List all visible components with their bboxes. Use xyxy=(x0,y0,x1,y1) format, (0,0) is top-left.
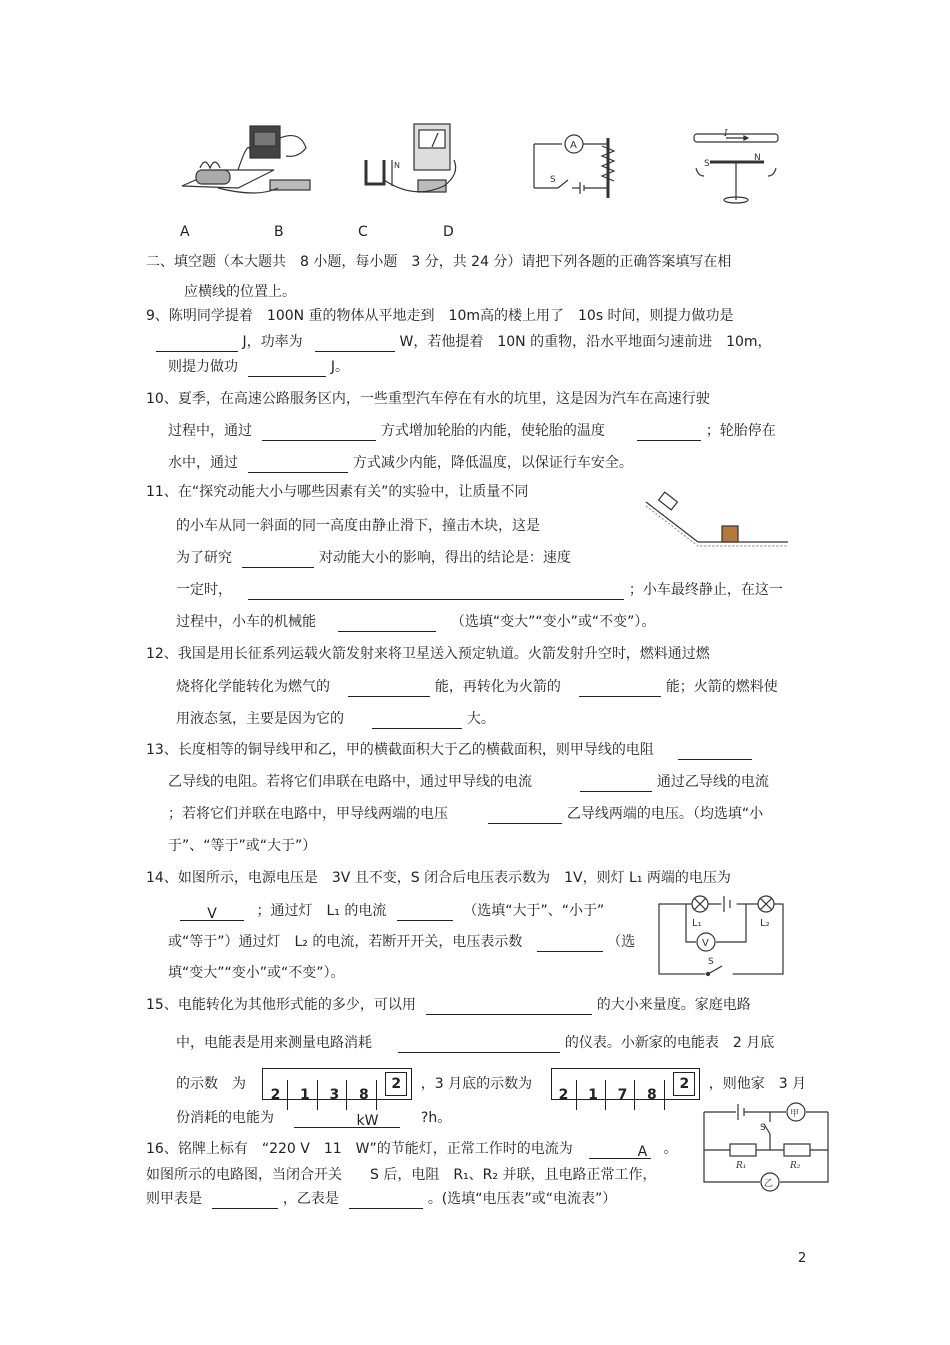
q14-fig-l1: L₁ xyxy=(692,918,702,929)
q16-fig-r2: R₂ xyxy=(790,1161,801,1171)
q9-line1: 9、陈明同学提着 100N 重的物体从平地走到 10m高的楼上用了 10s 时间，则提力做功是 xyxy=(146,308,734,324)
q16-line2: 如图所示的电路图，当闭合开关 S 后，电阻 R₁、R₂ 并联，且电路正常工作， xyxy=(146,1167,657,1183)
q11-line4: 一定时， ；小车最终静止，在这一 xyxy=(176,582,783,598)
figure-label-b: B xyxy=(274,224,284,240)
q14-blank-current[interactable] xyxy=(397,904,453,921)
q11-incline-figure xyxy=(644,488,790,550)
q14-fig-s: S xyxy=(708,957,714,967)
q13-blank-current[interactable] xyxy=(580,775,652,792)
q15-line1: 15、电能转化为其他形式能的多少，可以用 的大小来量度。家庭电路 xyxy=(146,997,751,1013)
q11-line2: 的小车从同一斜面的同一高度由静止滑下，撞击木块，这是 xyxy=(176,518,540,534)
q9-blank-power[interactable] xyxy=(315,335,395,352)
q11-blank-energy[interactable] xyxy=(338,615,436,632)
svg-text:N: N xyxy=(754,153,761,163)
q11-line1: 11、在“探究动能大小与哪些因素有关”的实验中，让质量不同 xyxy=(146,484,529,500)
svg-text:I: I xyxy=(724,129,728,139)
q15-line4: 份消耗的电能为 kW ?h。 xyxy=(176,1110,452,1129)
svg-text:S: S xyxy=(704,159,710,169)
q9-line3: 则提力做功 J。 xyxy=(168,359,350,375)
meter-digit: 3 xyxy=(322,1080,347,1110)
q9-blank-work[interactable] xyxy=(156,335,238,352)
q16-fig-r1: R₁ xyxy=(736,1161,747,1171)
svg-text:N: N xyxy=(394,161,400,170)
q10-blank-method2[interactable] xyxy=(248,456,348,473)
figure-d-compass xyxy=(686,128,786,208)
q16-line3: 则甲表是 ，乙表是 。(选填“电压表”或“电流表”） xyxy=(146,1191,617,1207)
q15-line2: 中，电能表是用来测量电路消耗 的仪表。小新家的电能表 2 月底 xyxy=(176,1035,775,1051)
q16-line1: 16、铭牌上标有 “220 V 11 W”的节能灯，正常工作时的电流为 A 。 xyxy=(146,1141,678,1160)
meter-digit: 1 xyxy=(293,1080,318,1110)
meter-digit: 7 xyxy=(610,1080,635,1110)
meter-digit: 2 xyxy=(552,1080,577,1110)
page-number: 2 xyxy=(798,1251,807,1266)
q14-line4: 填“变大”“变小”或“不变”）。 xyxy=(168,965,345,981)
q12-blank-energy1[interactable] xyxy=(348,680,430,697)
q12-line3: 用液态氢，主要是因为它的 大。 xyxy=(176,711,495,727)
q14-line2: V ；通过灯 L₁ 的电流 （选填“大于”、“小于” xyxy=(180,901,604,921)
q14-fig-l2: L₂ xyxy=(760,918,770,929)
q9-blank-work2[interactable] xyxy=(248,360,326,377)
q10-blank-method1[interactable] xyxy=(262,424,376,441)
q13-line4: 于”、“等于”或“大于”） xyxy=(168,838,317,854)
q15-blank-meter[interactable] xyxy=(398,1036,560,1053)
figure-a-apparatus xyxy=(178,118,328,208)
q11-blank-factor[interactable] xyxy=(242,551,314,568)
q13-line1: 13、长度相等的铜导线甲和乙，甲的横截面积大于乙的横截面积，则甲导线的电阻 xyxy=(146,740,752,760)
svg-text:A: A xyxy=(570,140,577,151)
q12-blank-energy2[interactable] xyxy=(579,680,661,697)
q15-blank-quantity[interactable] xyxy=(426,998,592,1015)
q13-line3: ；若将它们并联在电路中，甲导线两端的电压 乙导线两端的电压。（均选填“小 xyxy=(168,806,764,822)
q16-blank-current[interactable]: A xyxy=(589,1142,651,1159)
q12-line2: 烧将化学能转化为燃气的 能，再转化为火箭的 能；火箭的燃料使 xyxy=(176,679,778,695)
q11-blank-conclusion[interactable] xyxy=(248,583,624,600)
q10-line1: 10、夏季，在高速公路服务区内，一些重型汽车停在有水的坑里，这是因为汽车在高速行驶 xyxy=(146,391,710,407)
q15-line3: 的示数 为 2 1 3 8 2 ，3 月底的示数为 2 1 7 8 2 ，则他家 3 月 xyxy=(176,1066,806,1102)
q16-blank-meter-jia[interactable] xyxy=(212,1192,278,1209)
section-2-header-line2: 应横线的位置上。 xyxy=(184,284,296,300)
figure-c-circuit xyxy=(528,130,638,200)
q14-fig-v: V xyxy=(702,938,709,949)
figure-label-d: D xyxy=(443,224,454,240)
q10-blank-temperature[interactable] xyxy=(637,424,701,441)
meter-digit: 2 xyxy=(263,1080,288,1110)
q13-blank-resistance[interactable] xyxy=(678,743,752,760)
figure-label-a: A xyxy=(180,224,190,240)
figure-b-apparatus xyxy=(356,120,471,208)
figure-label-c: C xyxy=(358,224,368,240)
q13-blank-voltage[interactable] xyxy=(488,807,562,824)
meter-digit-decimal: 2 xyxy=(381,1069,411,1099)
section-2-header-line1: 二、填空题（本大题共 8 小题，每小题 3 分，共 24 分）请把下列各题的正确答案填写在相 xyxy=(146,254,732,270)
q13-line2: 乙导线的电阻。若将它们串联在电路中，通过甲导线的电流 通过乙导线的电流 xyxy=(168,774,769,790)
q11-line5: 过程中，小车的机械能 （选填“变大”“变小”或“不变”）。 xyxy=(176,614,656,630)
q12-line1: 12、我国是用长征系列运载火箭发射来将卫星送入预定轨道。火箭发射升空时，燃料通过燃 xyxy=(146,646,710,662)
q15-meter-feb xyxy=(262,1068,412,1103)
svg-text:S: S xyxy=(550,175,556,185)
q10-line3: 水中，通过 方式减少内能，降低温度，以保证行车安全。 xyxy=(168,455,633,471)
q16-fig-yi: 乙 xyxy=(764,1179,774,1189)
meter-digit-decimal: 2 xyxy=(669,1069,699,1099)
meter-digit: 8 xyxy=(352,1080,377,1110)
q14-blank-reading[interactable] xyxy=(537,935,603,952)
q12-blank-property[interactable] xyxy=(372,712,462,729)
q11-line3: 为了研究 对动能大小的影响，得出的结论是：速度 xyxy=(176,550,571,566)
q15-meter-mar xyxy=(551,1068,701,1103)
q9-line2: J，功率为 W，若他提着 10N 的重物，沿水平地面匀速前进 10m， xyxy=(156,332,772,352)
q14-blank-voltage[interactable]: V xyxy=(180,904,244,921)
q15-blank-energy[interactable]: kW xyxy=(294,1111,400,1128)
meter-digit: 8 xyxy=(640,1080,665,1110)
q16-fig-jia: 甲 xyxy=(790,1109,800,1119)
q14-line3: 或“等于”）通过灯 L₂ 的电流，若断开开关，电压表示数 （选 xyxy=(168,934,636,950)
q16-fig-s: S xyxy=(760,1123,766,1133)
q14-circuit-figure xyxy=(656,890,788,978)
q16-blank-meter-yi[interactable] xyxy=(349,1192,423,1209)
q10-line2: 过程中，通过 方式增加轮胎的内能，使轮胎的温度 ；轮胎停在 xyxy=(168,423,776,439)
q14-line1: 14、如图所示，电源电压是 3V 且不变，S 闭合后电压表示数为 1V，则灯 L₁ 两端的电压为 xyxy=(146,870,731,886)
meter-digit: 1 xyxy=(581,1080,606,1110)
q16-circuit-figure xyxy=(700,1098,838,1194)
